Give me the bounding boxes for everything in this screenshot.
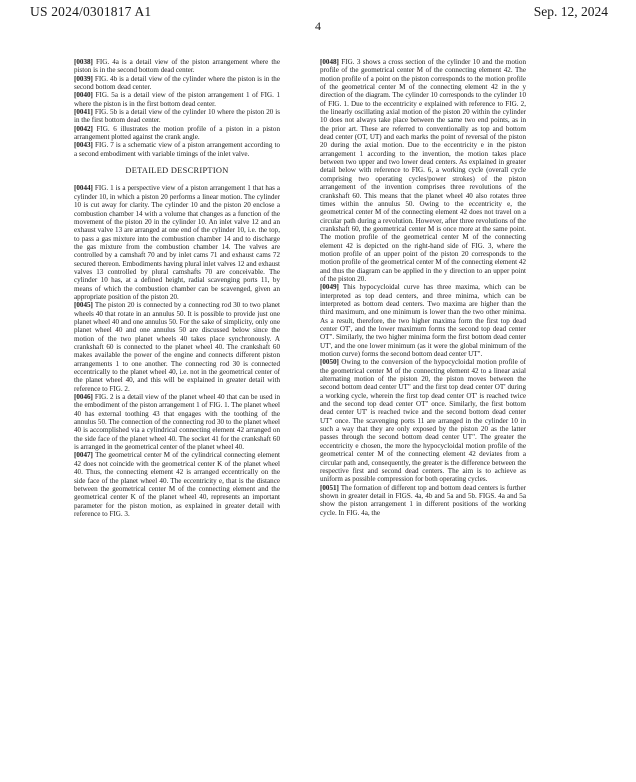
section-heading: DETAILED DESCRIPTION bbox=[125, 166, 229, 176]
left-top-paragraphs bbox=[74, 58, 280, 158]
paragraph bbox=[74, 301, 280, 393]
paragraph bbox=[74, 393, 280, 451]
paragraph-number: [0051] bbox=[320, 483, 339, 492]
paragraph-number: [0047] bbox=[74, 451, 93, 460]
paragraph-text: FIG. 7 is a schematic view of a piston arrangement according to a second embodiment with variable timings of the inlet valve. bbox=[74, 141, 281, 158]
paragraph-text: FIG. 6 illustrates the motion profile of a piston in a piston arrangement plotted against the crank angle. bbox=[74, 124, 280, 142]
publication-date: Sep. 12, 2024 bbox=[533, 4, 608, 19]
paragraph-number: [0044] bbox=[74, 184, 93, 193]
paragraph bbox=[74, 125, 280, 142]
paragraph-number: [0038] bbox=[74, 58, 93, 66]
paragraph bbox=[74, 184, 280, 301]
paragraph-number: [0046] bbox=[74, 393, 93, 402]
paragraph-text: FIG. 5a is a detail view of the piston arrangement 1 of FIG. 1 where the piston is in the first bottom dead center. bbox=[74, 91, 281, 108]
paragraph-number: [0049] bbox=[320, 283, 339, 292]
paragraph bbox=[74, 75, 280, 92]
paragraph-number: [0045] bbox=[74, 301, 93, 310]
left-bottom-paragraphs bbox=[74, 184, 280, 518]
paragraph bbox=[320, 58, 526, 283]
paragraph-text: The formation of different top and bottom dead centers is further shown in greater detail in FIGS. 4a, 4b and 5a and 5b. FIGS. 4a and 5a show the piston arrangement 1 in different positions of the working cycle. In FIG. 4a, the bbox=[320, 483, 526, 517]
paragraph bbox=[74, 58, 280, 75]
paragraph-text: FIG. 1 is a perspective view of a piston arrangement 1 that has a cylinder 10, in which a piston 20 performs a linear motion. The cylinder 10 is cut away for clarity. The cylinder 10 and the piston 20 enclose a combustion chamber 14 with a volume that changes as a function of the movement of the piston 20 in the cylinder 10. An inlet valve 12 and an exhaust valve 13 are arranged at one end of the cylinder 10, i.e. the top, to pass a gas mixture into the combustion chamber 14 and to discharge the gas mixture from the combustion chamber 14. The valves are controlled by a camshaft 70 and by inlet cams 71 and exhaust cams 72 secured thereon. Embodiments having plural inlet valves 12 and exhaust valves 13 controlled by plural camshafts 70 are conceivable. The cylinder 10 has, at a defined height, radial scavenging ports 11, by means of which the combustion chamber can be scavenged, given an appropriate position of the piston 20. bbox=[74, 184, 280, 301]
paragraph-number: [0050] bbox=[320, 358, 339, 367]
right-paragraphs bbox=[320, 58, 526, 517]
paragraph bbox=[74, 141, 280, 158]
paragraph-text: FIG. 5b is a detail view of the cylinder 10 where the piston 20 is in the first bottom dead center. bbox=[74, 108, 280, 125]
paragraph-text: This hypocycloidal curve has three maxima, which can be interpreted as top dead centers, and three minima, which can be interpreted as bottom dead centers. Two maxima are higher than the third maximum, and one minimum is lower than the two other minima. As a result, therefore, the two higher maxima form the first top dead center OT', and the lower maximum forms the second top dead center OT". Similarly, the two higher minima form the first bottom dead center UT', and the one lower minimum (as it were the global minimum of the motion curve) forms the second bottom dead center UT". bbox=[320, 283, 526, 359]
paragraph-number: [0041] bbox=[74, 108, 93, 117]
paragraph-number: [0039] bbox=[74, 74, 93, 83]
paragraph bbox=[74, 108, 280, 125]
paragraph bbox=[320, 283, 526, 358]
paragraph bbox=[74, 451, 280, 518]
paragraph-number: [0040] bbox=[74, 91, 93, 100]
paragraph-text: FIG. 4a is a detail view of the piston arrangement where the piston is in the second bottom dead center. bbox=[74, 58, 280, 75]
paragraph-text: The piston 20 is connected by a connecting rod 30 to two planet wheels 40 that rotate in an annulus 50. It is possible to provide just one planet wheel 40 and one annulus 50. For the sake of simplicity, only one planet wheel 40 and one annulus 50 are discussed below since the motion of the two planet wheels 40 takes place synchronously. A crankshaft 60 is connected to the planet wheel 40. The crankshaft 60 makes available the power of the engine and connects different piston arrangements 1 to one another. The connecting rod 30 is connected eccentrically to the planet wheel 40, i.e. not in the geometrical center of the planet wheel 40, and this will be explained in greater detail with reference to FIG. 2. bbox=[74, 301, 280, 393]
paragraph-number: [0048] bbox=[320, 58, 339, 66]
paragraph-text: FIG. 3 shows a cross section of the cylinder 10 and the motion profile of the geometrical center M of the connecting element 42. The motion profile of a point on the piston corresponds to the motion profile of the geometrical center M of the connecting element 42 in the y direction of the diagram. The cylinder 10 corresponds to the cylinder 10 of FIG. 1. Due to the eccentricity e explained with reference to FIG. 2, the linearly oscillating axial motion of the piston 20 within the cylinder 10 does not always take place between the same two end points, as in the prior art. These are referred to conventionally as top and bottom dead center (OT, UT) and each marks the point of reversal of the piston 20 during the axial motion. Due to the eccentricity e in the piston arrangement 1 according to the invention, the motion takes place between two upper and two lower dead centers. As explained in greater detail below with reference to FIG. 6, a working cycle (overall cycle comprising two operating cycles/power strokes) of the piston arrangement of the invention comprises three revolutions of the crankshaft 60. This means that the planet wheel 40 also rotates three times within the annulus 50. Owing to the eccentricity e, the geometrical center M of the connecting element 42 does not travel on a circular path during a revolution. However, after three revolutions of the crankshaft 60, the geometrical center M is once more at the same point. The motion profile of the geometrical center M of the connecting element 42 is depicted on the right-hand side of FIG. 3, where the motion profile of an upper point of the piston 20 corresponds to the motion profile of the geometrical center M of the connecting element 42 and thus the diagram can be applied in the y direction to an upper point of the piston 20. bbox=[320, 58, 526, 283]
paragraph-number: [0042] bbox=[74, 124, 93, 133]
paragraph bbox=[74, 91, 280, 108]
paragraph-text: FIG. 2 is a detail view of the planet wheel 40 that can be used in the embodiment of the piston arrangement 1 of FIG. 1. The planet wheel 40 has external toothing 43 that engages with the toothing of the annulus 50. The connection of the connecting rod 30 to the planet wheel 40 is accomplished via a cylindrical connecting element 42 arranged on the side face of the planet wheel 40. The socket 41 for the crankshaft 60 is arranged in the geometrical center of the planet wheel 40. bbox=[74, 393, 280, 452]
paragraph-text: The geometrical center M of the cylindrical connecting element 42 does not coincide with the geometrical center K of the planet wheel 40. Thus, the connecting element 42 is arranged eccentrically on the side face of the planet wheel 40. The eccentricity e, that is the distance between the geometrical center M of the connecting element and the geometrical center K of the planet wheel 40, represents an important parameter for the piston motion, as explained in greater detail with reference to FIG. 3. bbox=[74, 451, 281, 518]
publication-number: US 2024/0301817 A1 bbox=[30, 4, 152, 19]
page-number: 4 bbox=[315, 19, 321, 33]
paragraph-text: FIG. 4b is a detail view of the cylinder where the piston is in the second bottom dead center. bbox=[74, 74, 280, 92]
right-column bbox=[320, 58, 526, 517]
left-column bbox=[74, 58, 280, 518]
paragraph bbox=[320, 484, 526, 517]
paragraph-number: [0043] bbox=[74, 141, 93, 150]
paragraph-text: Owing to the conversion of the hypocycloidal motion profile of the geometrical center M of the connecting element 42 to a linear axial alternating motion of the piston 20, the piston moves between the second bottom dead center UT" and the first top dead center OT' during a working cycle, wherein the first top dead center OT' is reached twice and the second top dead center OT" once. Similarly, the first bottom dead center UT' is reached twice and the second bottom dead center UT" once. The scavenging ports 11 are arranged in the cylinder 10 in such a way that they are only exposed by the piston 20 as the latter passes through the second bottom dead center UT". The greater the eccentricity e chosen, the more the hypocycloidal motion profile of the geometrical center M of the connecting element 42 deviates from a circular path and, consequently, the greater is the difference between the respective first and second dead centers. The aim is to achieve as uniform as possible compression for both operating cycles. bbox=[320, 358, 526, 484]
paragraph bbox=[320, 358, 526, 483]
